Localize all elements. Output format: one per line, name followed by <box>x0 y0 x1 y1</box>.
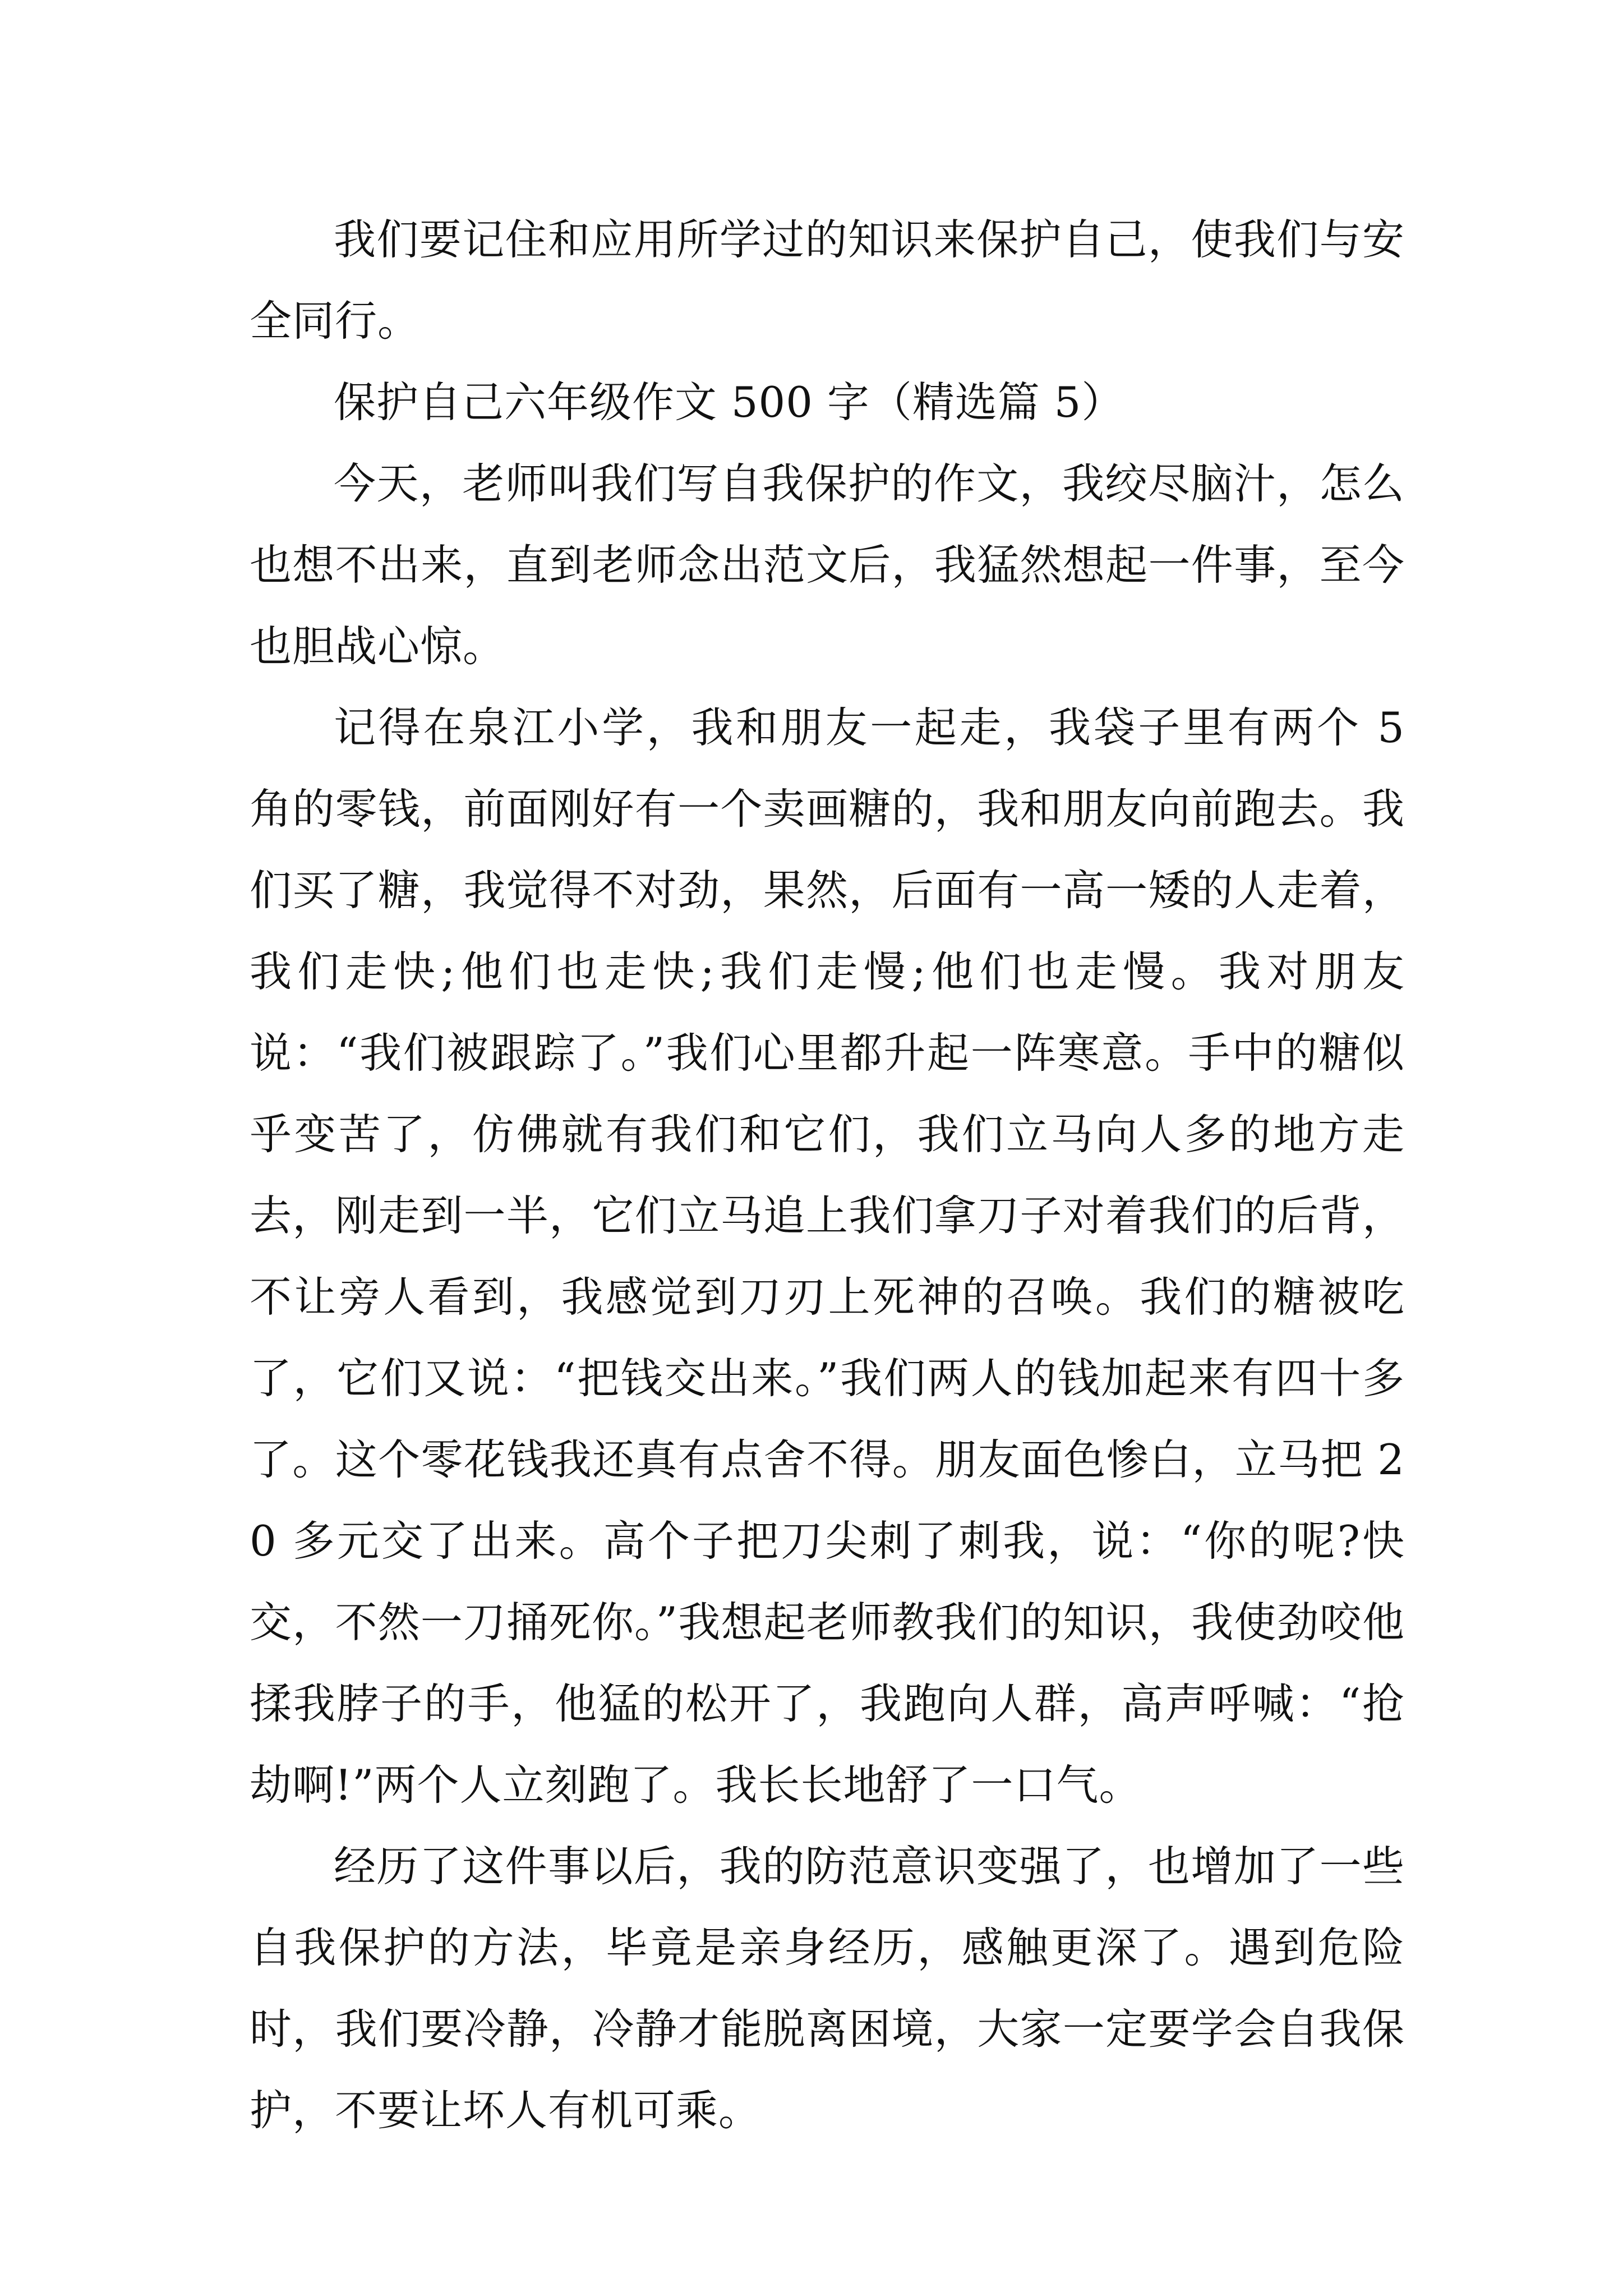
section-title: 保护自己六年级作文 500 字（精选篇 5） <box>334 378 1124 427</box>
document-body <box>250 199 1405 2151</box>
article-paragraph-1: 今天，老师叫我们写自我保护的作文，我绞尽脑汁，怎么也想不出来，直到老师念出范文后，我猛然想起一件事，至今也胆战心惊。 <box>250 459 1405 671</box>
article-paragraph-2: 记得在泉江小学，我和朋友一起走，我袋子里有两个 5 角的零钱，前面刚好有一个卖画糖的，我和朋友向前跑去。我们买了糖，我觉得不对劲，果然，后面有一高一矮的人走着，我们走快;他们也走快;我们走慢;他们也走慢。我对朋友说：“我们被跟踪了。”我们心里都升起一阵寒意。手中的糖似乎变苦了，仿佛就有我们和它们，我们立马向人多的地方走去，刚走到一半，它们立马追上我们拿刀子对着我们的后背，不让旁人看到，我感觉到刀刃上死神的召唤。我们的糖被吃了，它们又说：“把钱交出来。”我们两人的钱加起来有四十多了。这个零花钱我还真有点舍不得。朋友面色惨白，立马把 20 多元交了出来。高个子把刀尖刺了刺我，说：“你的呢?快交，不然一刀捅死你。”我想起老师教我们的知识，我使劲咬他揉我脖子的手，他猛的松开了，我跑向人群，高声呼喊：“抢劫啊!”两个人立刻跑了。我长长地舒了一口气。 <box>250 703 1405 1810</box>
article-paragraph-3: 经历了这件事以后，我的防范意识变强了，也增加了一些自我保护的方法，毕竟是亲身经历，感触更深了。遇到危险时，我们要冷静，冷静才能脱离困境，大家一定要学会自我保护，不要让坏人有机可乘。 <box>250 1842 1405 2135</box>
intro-paragraph: 我们要记住和应用所学过的知识来保护自己，使我们与安全同行。 <box>250 215 1405 346</box>
